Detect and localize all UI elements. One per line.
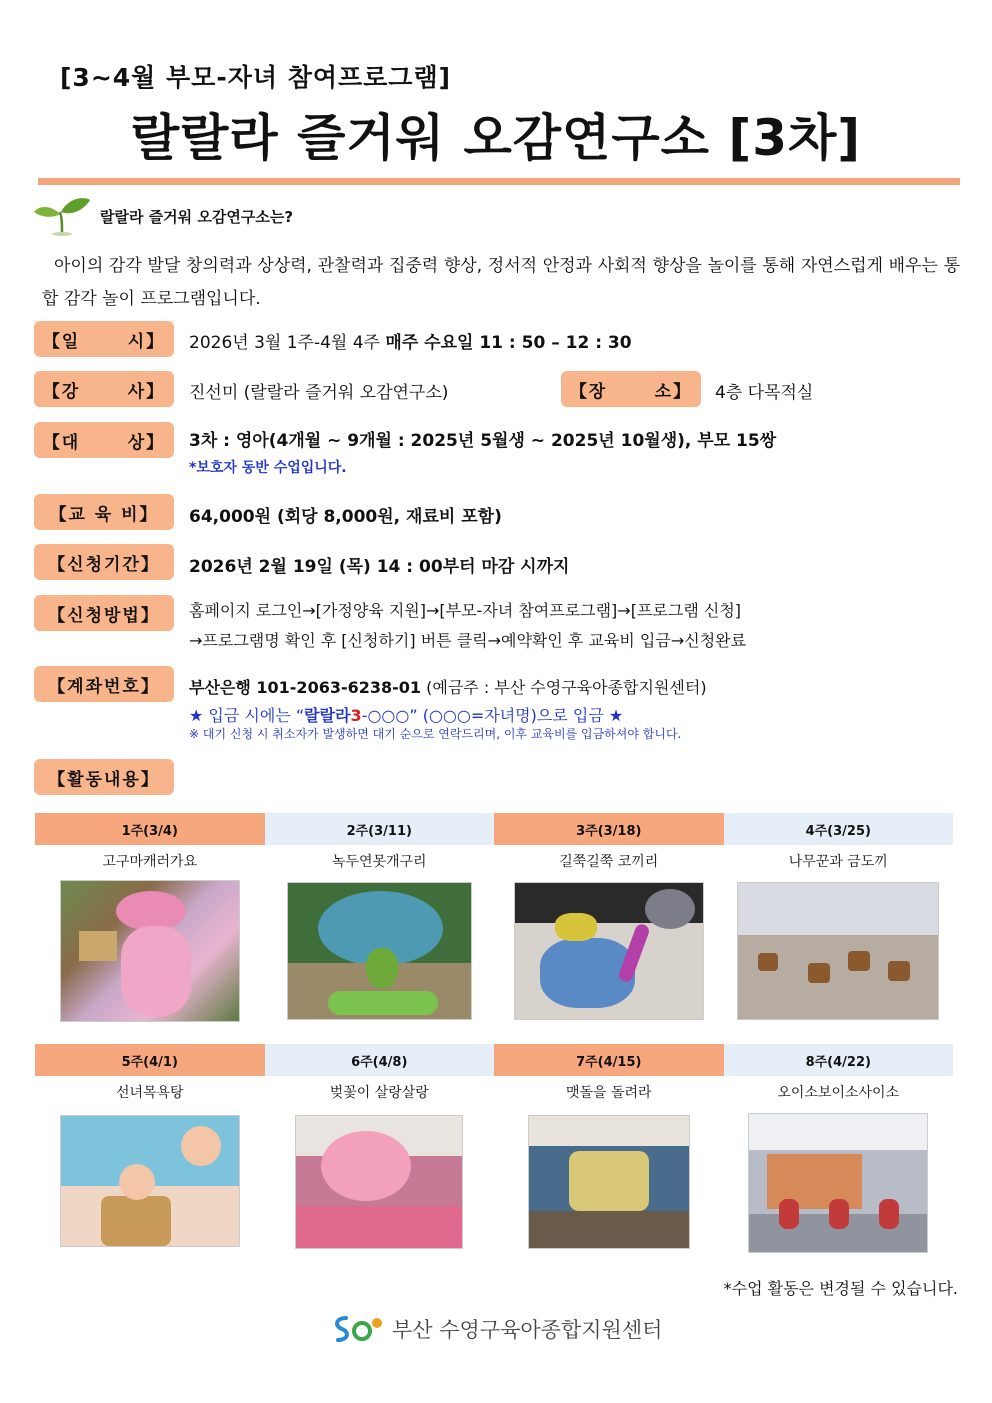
week-2: 2주(3/11) [265,813,495,845]
teacher-label: 【강 사】 [34,371,174,407]
week-5: 5주(4/1) [35,1044,265,1076]
activity-photo-2 [287,882,472,1020]
activity-name-1: 고구마캐러가요 [102,854,198,870]
teacher-value: 진선미 (랄랄라 즐거워 오감연구소) [189,383,449,403]
activity-photo-6 [295,1115,463,1249]
period-value: 2026년 2월 19일 (목) 14 : 00부터 마감 시까지 [189,557,570,577]
activity-label: 【활동내용】 [34,759,174,795]
activity-name-6: 벚꽃이 살랑살랑 [329,1085,429,1101]
week-1: 1주(3/4) [35,813,265,845]
activity-name-7: 맷돌을 돌려라 [565,1085,652,1101]
activity-name-4: 나무꾼과 금도끼 [788,854,888,870]
activity-photo-1 [60,880,240,1022]
account-value: 부산은행 101-2063-6238-01 (예금주 : 부산 수영구육아종합지원센터) [189,678,707,697]
activity-name-5: 선녀목욕탕 [115,1085,184,1101]
method-line-2: →프로그램명 확인 후 [신청하기] 버튼 클릭→예약확인 후 교육비 입금→신청완료 [189,631,747,650]
activity-name-8: 오이소보이소사이소 [777,1085,900,1101]
week-7: 7주(4/15) [494,1044,724,1076]
account-label: 【계좌번호】 [34,666,174,702]
week-header-row-2 [35,1044,953,1076]
org-logo [332,1314,662,1344]
method-label: 【신청방법】 [34,595,174,631]
page-title: 랄랄라 즐거워 오감연구소 [3차] [130,109,862,167]
place-label: 【장 소】 [561,371,701,407]
activity-name-2: 녹두연못개구리 [331,854,427,870]
change-notice: *수업 활동은 변경될 수 있습니다. [723,1279,958,1298]
week-header-row-1 [35,813,953,845]
week-3: 3주(3/18) [494,813,724,845]
activity-photo-4 [737,882,939,1020]
target-note: *보호자 동반 수업입니다. [189,460,347,476]
activity-row-2 [35,1077,953,1253]
waitlist-note: ※ 대기 신청 시 취소자가 발생하면 대기 순으로 연락드리며, 이후 교육비를 입금하셔야 합니다. [189,727,682,741]
fee-value: 64,000원 (회당 8,000원, 재료비 포함) [189,507,502,527]
method-line-1: 홈페이지 로그인→[가정양육 지원]→[부모-자녀 참여프로그램]→[프로그램 신청] [189,601,742,620]
activity-photo-3 [514,882,704,1020]
fee-label: 【교 육 비】 [34,494,174,530]
deposit-instruction: ★ 입금 시에는 “랄랄라3-○○○” (○○○=자녀명)으로 입금 ★ [189,706,624,725]
program-subtitle: [3~4월 부모-자녀 참여프로그램] [60,63,452,92]
activity-photo-7 [528,1115,690,1249]
sprout-icon [32,196,92,236]
date-value: 2026년 3월 1주-4월 4주 매주 수요일 11 : 50 – 12 : 30 [189,333,632,353]
title-divider [38,178,960,185]
date-label: 【일 시】 [34,321,174,357]
period-label: 【신청기간】 [34,544,174,580]
week-8: 8주(4/22) [724,1044,954,1076]
activity-name-3: 길쭉길쭉 코끼리 [559,854,659,870]
week-6: 6주(4/8) [265,1044,495,1076]
intro-heading: 랄랄라 즐거워 오감연구소는? [100,208,294,226]
activity-photo-8 [748,1113,928,1253]
place-value: 4층 다목적실 [715,383,814,403]
org-logo-icon [332,1314,384,1344]
activity-photo-5 [60,1115,240,1247]
target-label: 【대 상】 [34,422,174,458]
target-value: 3차 : 영아(4개월 ~ 9개월 : 2025년 5월생 ~ 2025년 10월생), 부모 15쌍 [189,431,777,451]
week-4: 4주(3/25) [724,813,954,845]
org-name: 부산 수영구육아종합지원센터 [392,1318,663,1342]
intro-paragraph: 아이의 감각 발달 창의력과 상상력, 관찰력과 집중력 향상, 정서적 안정과 사회적 향상을 놀이를 통해 자연스럽게 배우는 통합 감각 놀이 프로그램입니다. [42,256,960,309]
activity-row-1 [35,846,953,1022]
